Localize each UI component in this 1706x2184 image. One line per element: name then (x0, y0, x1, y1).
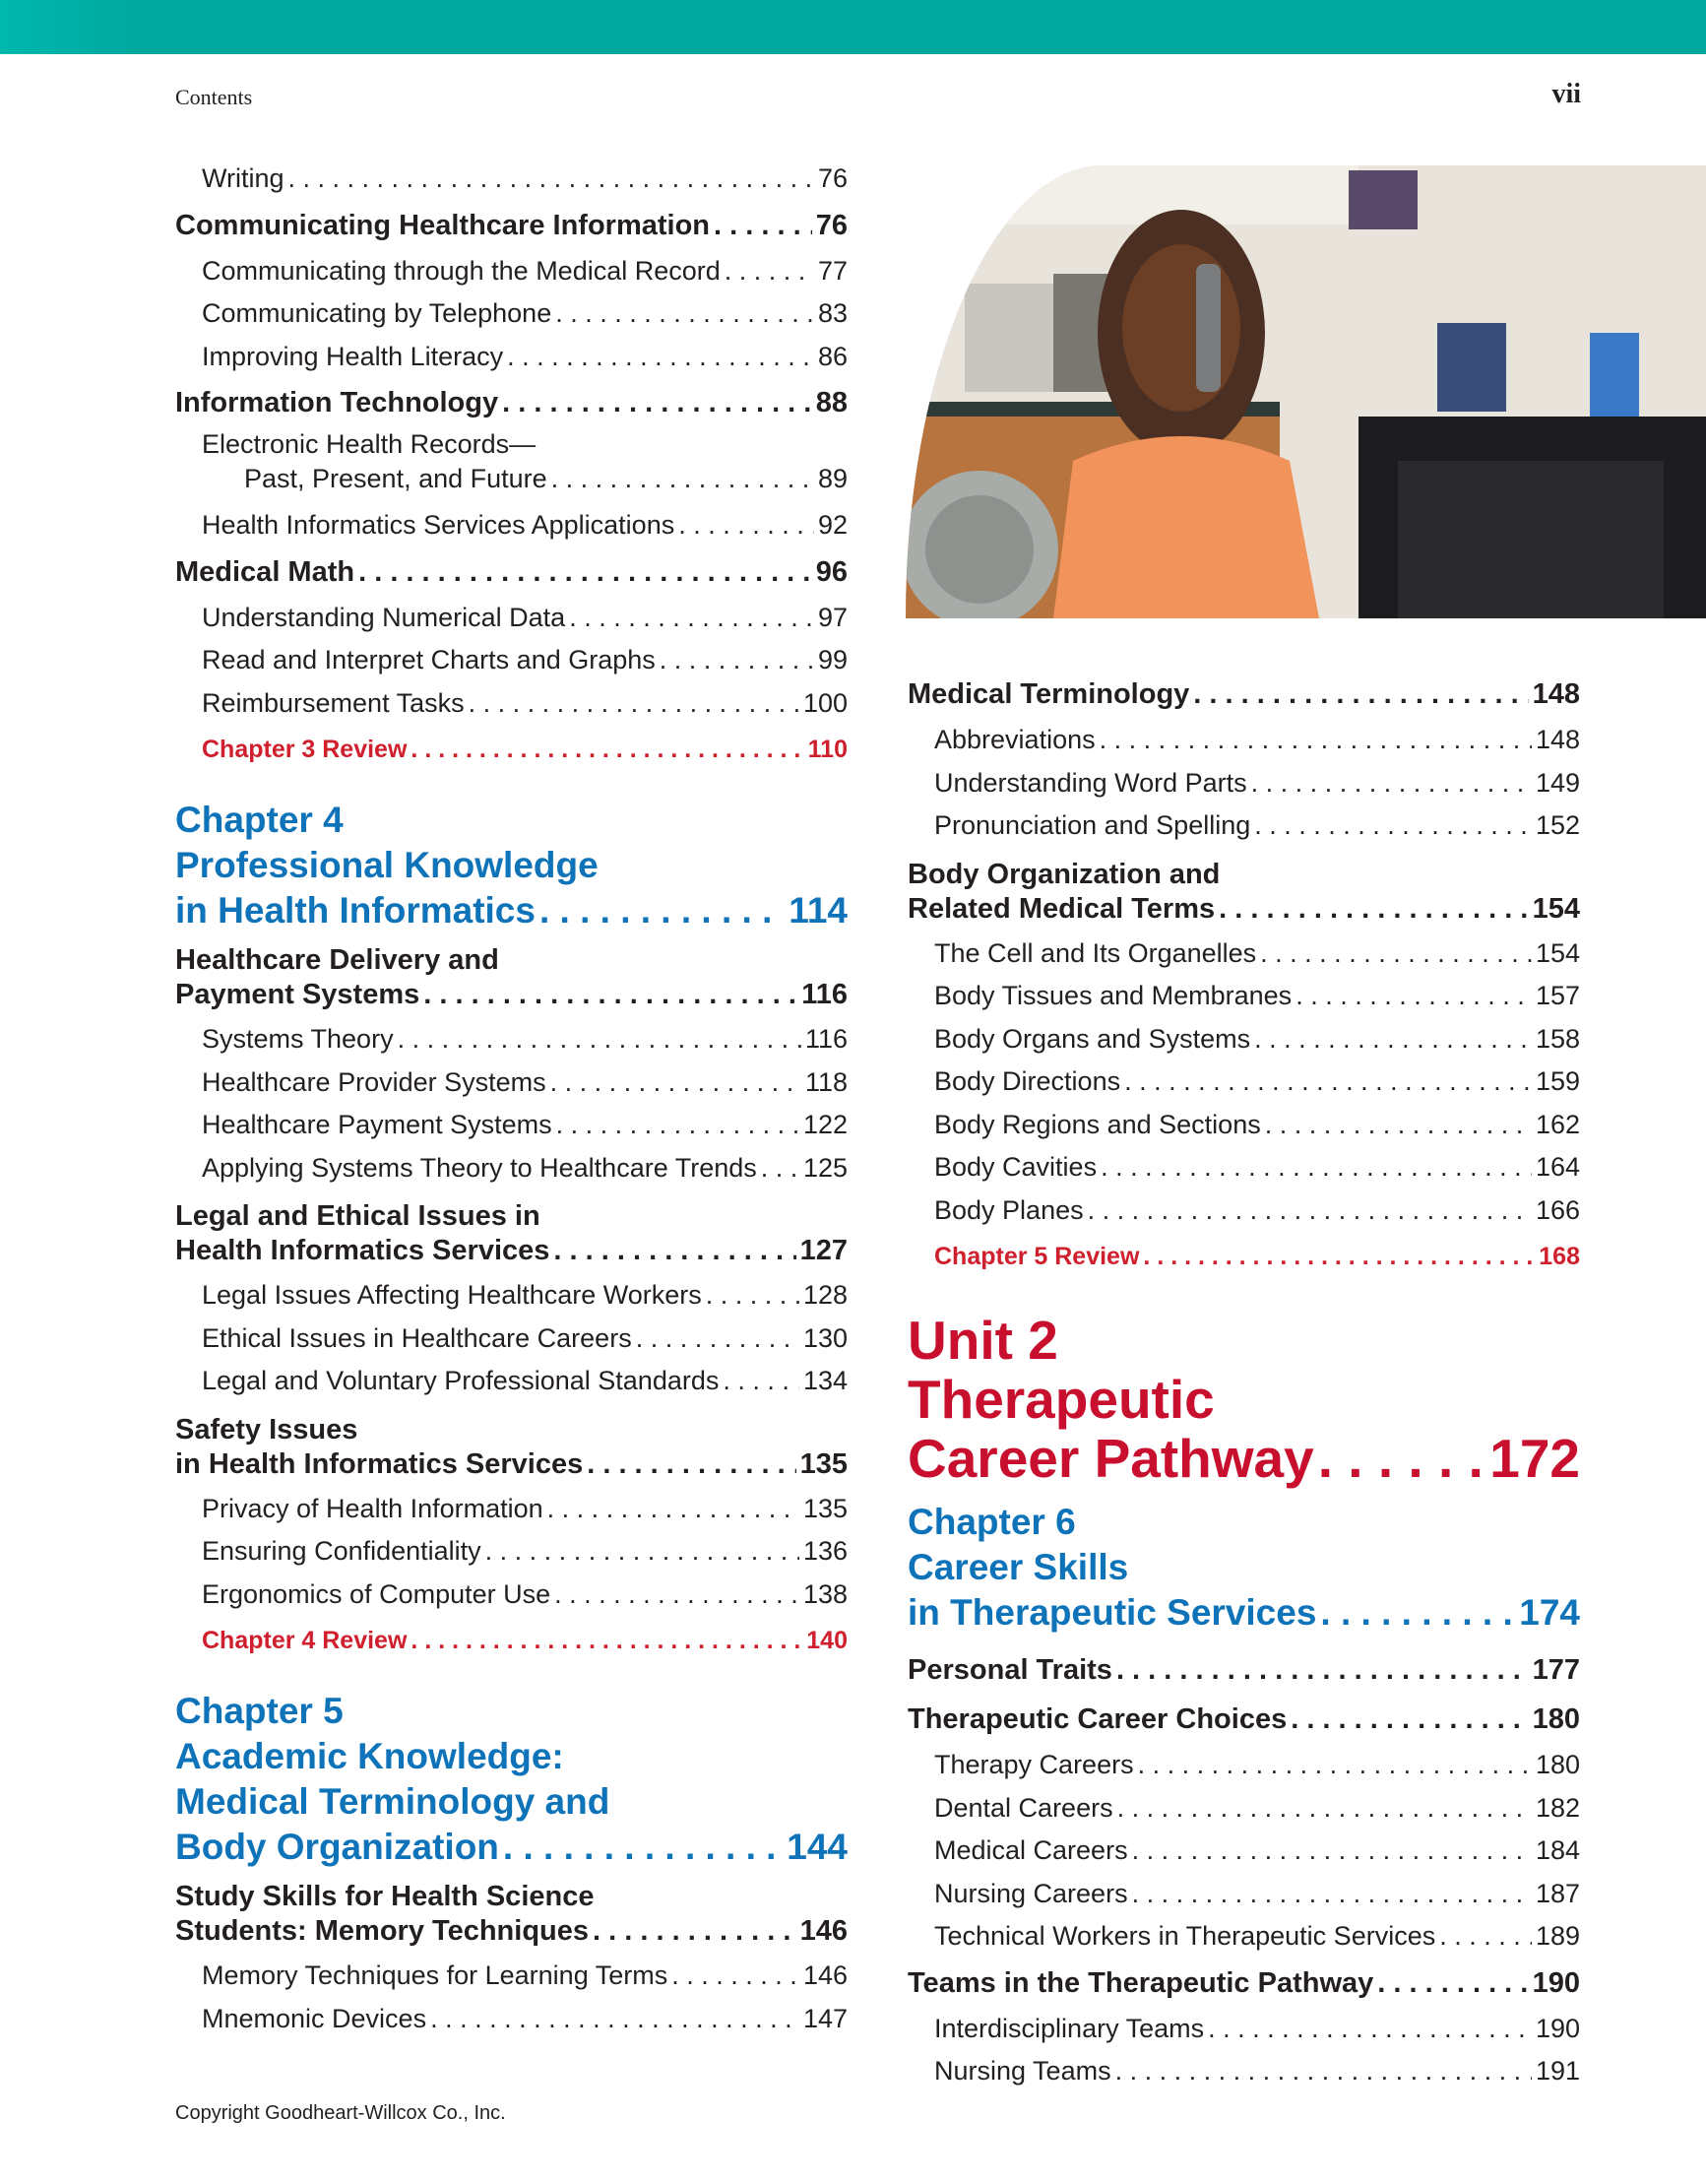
dot-leader (1295, 975, 1532, 1018)
toc-entry[interactable]: Ergonomics of Computer Use . . . 138 (175, 1574, 848, 1617)
dot-leader (503, 1825, 783, 1870)
toc-entry[interactable]: Memory Techniques for Learning Terms . . . 146 (175, 1955, 848, 1998)
toc-entry[interactable]: Health Informatics Services Applications . . . 92 (175, 504, 848, 547)
dot-leader (660, 639, 814, 682)
toc-entry[interactable]: Read and Interpret Charts and Graphs . . . 99 (175, 639, 848, 682)
dot-leader (1208, 2008, 1532, 2051)
toc-entry[interactable]: Abbreviations . . . 148 (908, 719, 1580, 762)
dot-leader (1219, 892, 1528, 927)
copyright-notice: Copyright Goodheart-Willcox Co., Inc. (175, 2102, 506, 2124)
dot-leader (553, 1234, 795, 1268)
dot-leader (1143, 1232, 1535, 1281)
toc-entry[interactable]: Pronunciation and Spelling . . . 152 (908, 804, 1580, 848)
toc-entry[interactable]: Mnemonic Devices . . . 147 (175, 1998, 848, 2041)
chapter-review-link[interactable]: Chapter 3 Review . . . 110 (175, 725, 848, 774)
chapter-4-heading[interactable]: Chapter 4 Professional Knowledge in Health Informatics . . . 114 (175, 798, 848, 933)
toc-entry[interactable]: Ensuring Confidentiality . . . 136 (175, 1530, 848, 1574)
dot-leader (1251, 762, 1532, 805)
dot-leader (430, 1998, 799, 2041)
toc-entry[interactable]: Privacy of Health Information . . . 135 (175, 1488, 848, 1531)
dot-leader (547, 1488, 799, 1531)
toc-section[interactable]: Students: Memory Techniques . . . 146 (175, 1914, 848, 1949)
toc-entry[interactable]: Dental Careers . . . 182 (908, 1787, 1580, 1831)
dot-leader (569, 597, 814, 640)
toc-section-line1: Safety Issues (175, 1413, 358, 1445)
dot-leader (1377, 1959, 1528, 2008)
toc-entry[interactable]: Body Organs and Systems . . . 158 (908, 1018, 1580, 1061)
dot-leader (1101, 1146, 1532, 1189)
chapter-review-link[interactable]: Chapter 4 Review . . . 140 (175, 1616, 848, 1665)
dot-leader (706, 1274, 799, 1317)
toc-entry[interactable]: Interdisciplinary Teams . . . 190 (908, 2008, 1580, 2051)
toc-entry[interactable]: Legal and Voluntary Professional Standards . . . 134 (175, 1360, 848, 1403)
dot-leader (1439, 1915, 1532, 1959)
dot-leader (1320, 1590, 1515, 1636)
dot-leader (1132, 1873, 1532, 1916)
dot-leader (423, 978, 797, 1012)
toc-section-line1: Legal and Ethical Issues in (175, 1200, 540, 1232)
toc-entry[interactable]: Past, Present, and Future . . . 89 (175, 462, 848, 496)
dot-leader (1132, 1830, 1532, 1873)
dot-leader (1117, 1787, 1532, 1831)
dot-leader (556, 1104, 799, 1147)
dot-leader (725, 250, 814, 293)
dot-leader (411, 725, 803, 774)
toc-entry[interactable]: Writing . . . 76 (175, 158, 848, 201)
toc-section[interactable]: Information Technology . . . 88 (175, 378, 848, 427)
dot-leader (398, 1018, 801, 1061)
dot-leader (469, 682, 799, 726)
toc-entry[interactable]: Body Cavities . . . 164 (908, 1146, 1580, 1189)
dot-leader (1265, 1104, 1532, 1147)
toc-section-line1: Healthcare Delivery and (175, 944, 499, 976)
dot-leader (678, 504, 814, 547)
dot-leader (714, 201, 812, 250)
dot-leader (550, 1061, 801, 1105)
toc-entry[interactable]: Therapy Careers . . . 180 (908, 1744, 1580, 1787)
toc-entry[interactable]: Reimbursement Tasks . . . 100 (175, 682, 848, 726)
toc-entry[interactable]: The Cell and Its Organelles . . . 154 (908, 932, 1580, 976)
toc-entry[interactable]: Healthcare Provider Systems . . . 118 (175, 1061, 848, 1105)
toc-entry[interactable]: Applying Systems Theory to Healthcare Trends . . . 125 (175, 1147, 848, 1190)
dot-leader (411, 1616, 802, 1665)
toc-left-column (175, 158, 848, 2040)
dot-leader (1254, 1018, 1532, 1061)
chapter-review-link[interactable]: Chapter 5 Review . . . 168 (908, 1232, 1580, 1281)
unit-2-heading[interactable]: Unit 2 Therapeutic Career Pathway . . . 172 (908, 1311, 1580, 1488)
toc-entry[interactable]: Systems Theory . . . 116 (175, 1018, 848, 1061)
dot-leader (1193, 670, 1528, 719)
dot-leader (539, 888, 785, 933)
toc-entry[interactable]: Improving Health Literacy . . . 86 (175, 336, 848, 379)
toc-entry[interactable]: Medical Careers . . . 184 (908, 1830, 1580, 1873)
toc-entry[interactable]: Ethical Issues in Healthcare Careers . . . 130 (175, 1317, 848, 1361)
toc-entry[interactable]: Legal Issues Affecting Healthcare Workers . . . 128 (175, 1274, 848, 1317)
dot-leader (1116, 1645, 1529, 1695)
toc-section[interactable]: Medical Terminology . . . 148 (908, 670, 1580, 719)
dot-leader (1115, 2050, 1532, 2093)
dot-leader (551, 462, 814, 496)
toc-section[interactable]: Health Informatics Services . . . 127 (175, 1234, 848, 1268)
toc-entry[interactable]: Body Planes . . . 166 (908, 1189, 1580, 1233)
receptionist-photo (906, 165, 1706, 618)
dot-leader (485, 1530, 799, 1574)
dot-leader (671, 1955, 799, 1998)
chapter-5-heading[interactable]: Chapter 5 Academic Knowledge: Medical Terminology and Body Organization . . . 144 (175, 1689, 848, 1870)
toc-entry[interactable]: Body Tissues and Membranes . . . 157 (908, 975, 1580, 1018)
toc-section[interactable]: in Health Informatics Services . . . 135 (175, 1447, 848, 1482)
dot-leader (587, 1447, 795, 1482)
toc-right-column (908, 670, 1580, 2093)
page-number: vii (1551, 79, 1581, 109)
dot-leader (507, 336, 814, 379)
photo-illustration (906, 165, 1706, 618)
dot-leader (761, 1147, 799, 1190)
toc-section[interactable]: Related Medical Terms . . . 154 (908, 892, 1580, 927)
toc-section[interactable]: Medical Math . . . 96 (175, 547, 848, 597)
toc-section[interactable]: Communicating Healthcare Information . . . 76 (175, 201, 848, 250)
toc-section-line1: Study Skills for Health Science (175, 1881, 595, 1912)
dot-leader (358, 547, 812, 597)
dot-leader (1254, 804, 1532, 848)
dot-leader (723, 1360, 799, 1403)
toc-section[interactable]: Payment Systems . . . 116 (175, 978, 848, 1012)
dot-leader (636, 1317, 799, 1361)
running-head: Contents (175, 85, 253, 109)
toc-section[interactable]: Therapeutic Career Choices . . . 180 (908, 1695, 1580, 1744)
toc-entry-line1: Electronic Health Records— (202, 429, 537, 459)
toc-section[interactable]: Teams in the Therapeutic Pathway . . . 190 (908, 1959, 1580, 2008)
dot-leader (1124, 1060, 1532, 1104)
toc-entry[interactable]: Understanding Numerical Data . . . 97 (175, 597, 848, 640)
dot-leader (554, 1574, 799, 1617)
toc-entry[interactable]: Healthcare Payment Systems . . . 122 (175, 1104, 848, 1147)
toc-entry[interactable]: Nursing Teams . . . 191 (908, 2050, 1580, 2093)
toc-entry[interactable]: Technical Workers in Therapeutic Services . . . 189 (908, 1915, 1580, 1959)
toc-entry[interactable]: Understanding Word Parts . . . 149 (908, 762, 1580, 805)
chapter-6-heading[interactable]: Chapter 6 Career Skills in Therapeutic Services . . . 174 (908, 1500, 1580, 1636)
dot-leader (502, 378, 812, 427)
dot-leader (593, 1914, 796, 1949)
top-color-band (0, 0, 1706, 54)
dot-leader (1291, 1695, 1528, 1744)
dot-leader (288, 158, 814, 201)
toc-entry[interactable]: Body Directions . . . 159 (908, 1060, 1580, 1104)
toc-entry[interactable]: Communicating through the Medical Record . . . 77 (175, 250, 848, 293)
dot-leader (1138, 1744, 1532, 1787)
toc-section[interactable]: Personal Traits . . . 177 (908, 1645, 1580, 1695)
toc-entry[interactable]: Nursing Careers . . . 187 (908, 1873, 1580, 1916)
toc-section-line1: Body Organization and (908, 858, 1221, 890)
dot-leader (1100, 719, 1532, 762)
toc-entry[interactable]: Body Regions and Sections . . . 162 (908, 1104, 1580, 1147)
toc-entry[interactable]: Communicating by Telephone . . . 83 (175, 292, 848, 336)
dot-leader (555, 292, 814, 336)
dot-leader (1088, 1189, 1532, 1233)
dot-leader (1260, 932, 1532, 976)
dot-leader (1318, 1429, 1486, 1488)
